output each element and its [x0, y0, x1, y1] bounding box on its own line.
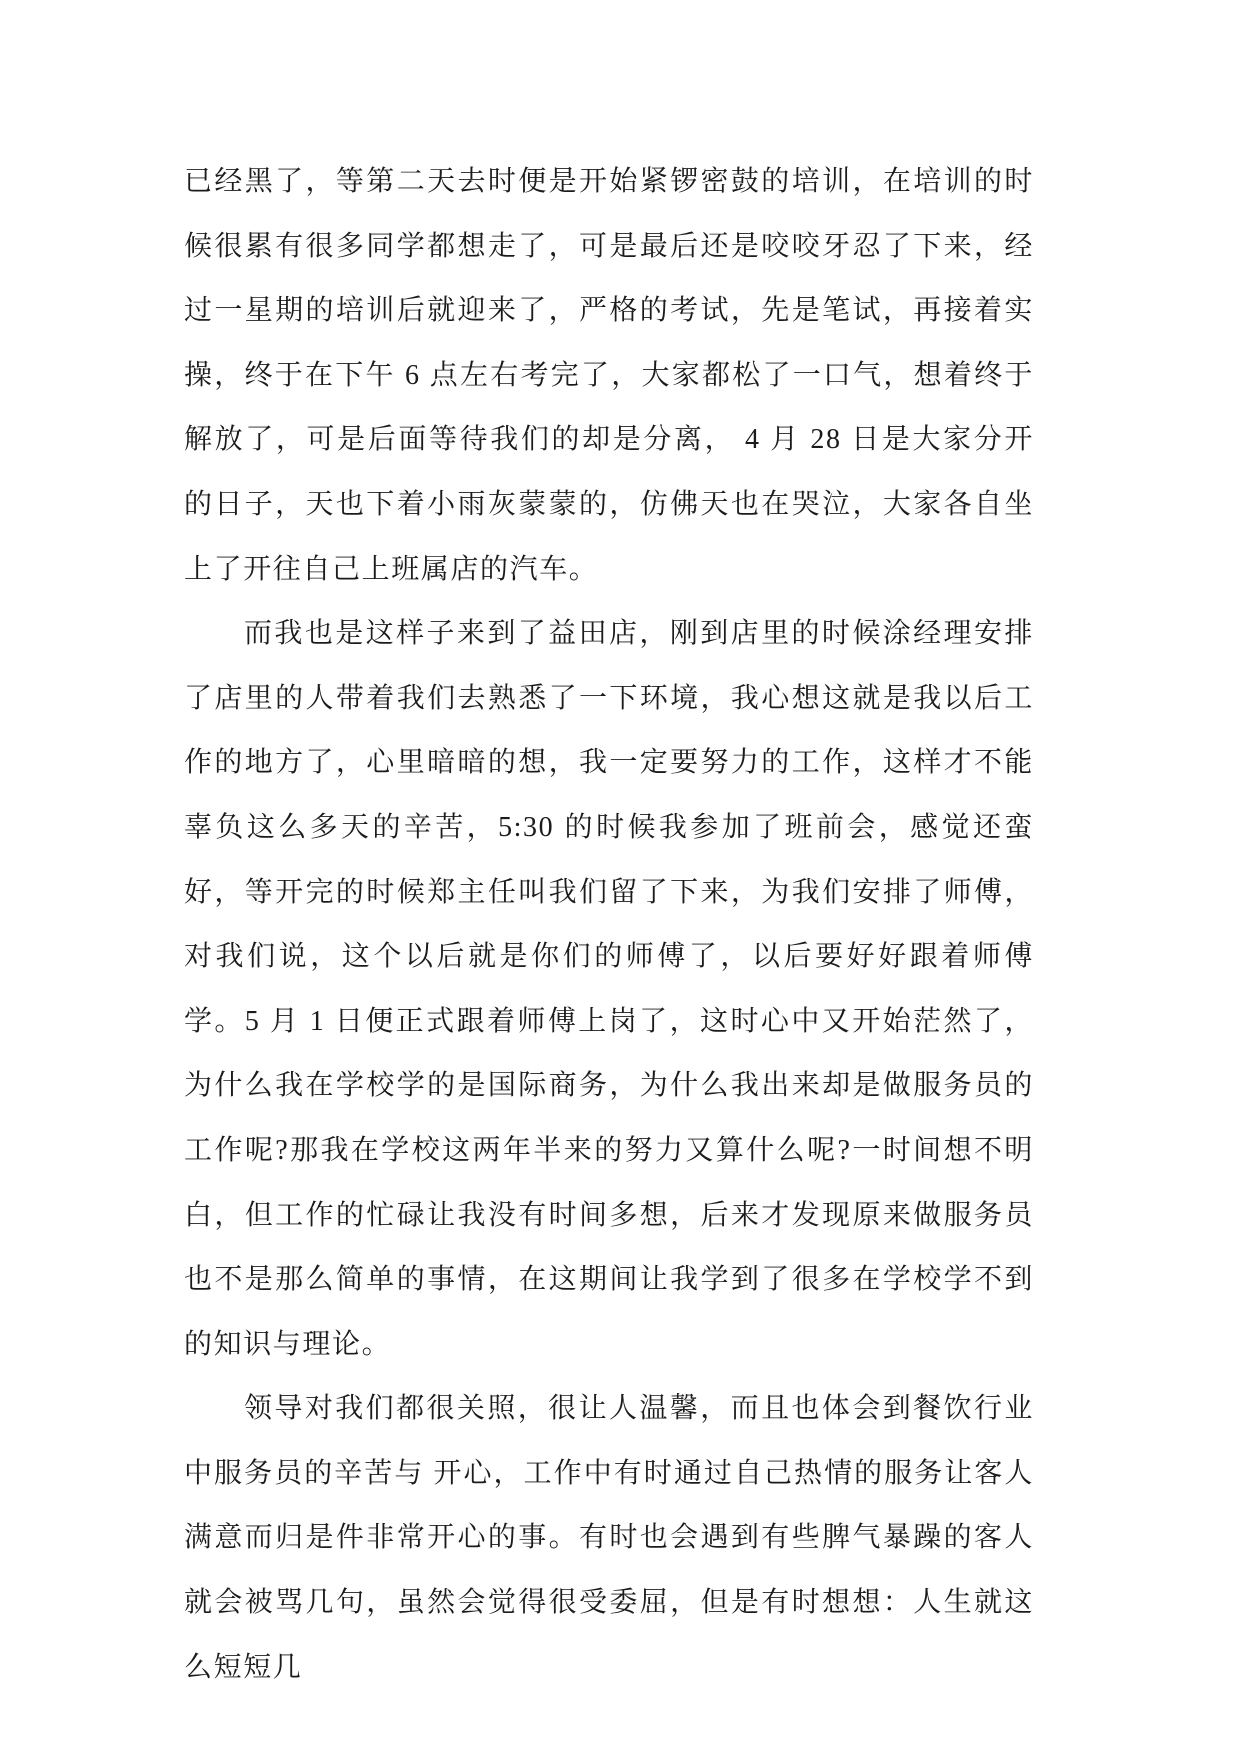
paragraph-arrival-at-store: 而我也是这样子来到了益田店，刚到店里的时候涂经理安排了店里的人带着我们去熟悉了一下环境，我心想这就是我以后工作的地方了，心里暗暗的想，我一定要努力的工作，这样才不能辜负这么多天的辛苦，5:30 的时候我参加了班前会，感觉还蛮好，等开完的时候郑主任叫我们留了下来，为我们安排了师傅，对我们说，这个以后就是你们的师傅了，以后要好好跟着师傅学。5 月 1 日便正式跟着师傅上岗了，这时心中又开始茫然了，为什么我在学校学的是国际商务，为什么我出来却是做服务员的工作呢?那我在学校这两年半来的努力又算什么呢?一时间想不明白，但工作的忙碌让我没有时间多想，后来才发现原来做服务员也不是那么简单的事情，在这期间让我学到了很多在学校学不到的知识与理论。	[184, 618, 1034, 1360]
paragraph-training-exam: 已经黑了，等第二天去时便是开始紧锣密鼓的培训，在培训的时候很累有很多同学都想走了，可是最后还是咬咬牙忍了下来，经过一星期的培训后就迎来了，严格的考试，先是笔试，再接着实操，终于在下午 6 点左右考完了，大家都松了一口气，想着终于解放了，可是后面等待我们的却是分离， 4 月 28 日是大家分开的日子，天也下着小雨灰蒙蒙的，仿佛天也在哭泣，大家各自坐上了开往自己上班属店的汽车。	[184, 166, 1034, 585]
paragraph-leaders-and-customers: 领导对我们都很关照，很让人温馨，而且也体会到餐饮行业中服务员的辛苦与 开心，工作中有时通过自己热情的服务让客人满意而归是件非常开心的事。有时也会遇到有些脾气暴躁的客人就会被骂几句，虽然会觉得很受委屈，但是有时想想：人生就这么短短几	[184, 1393, 1034, 1683]
